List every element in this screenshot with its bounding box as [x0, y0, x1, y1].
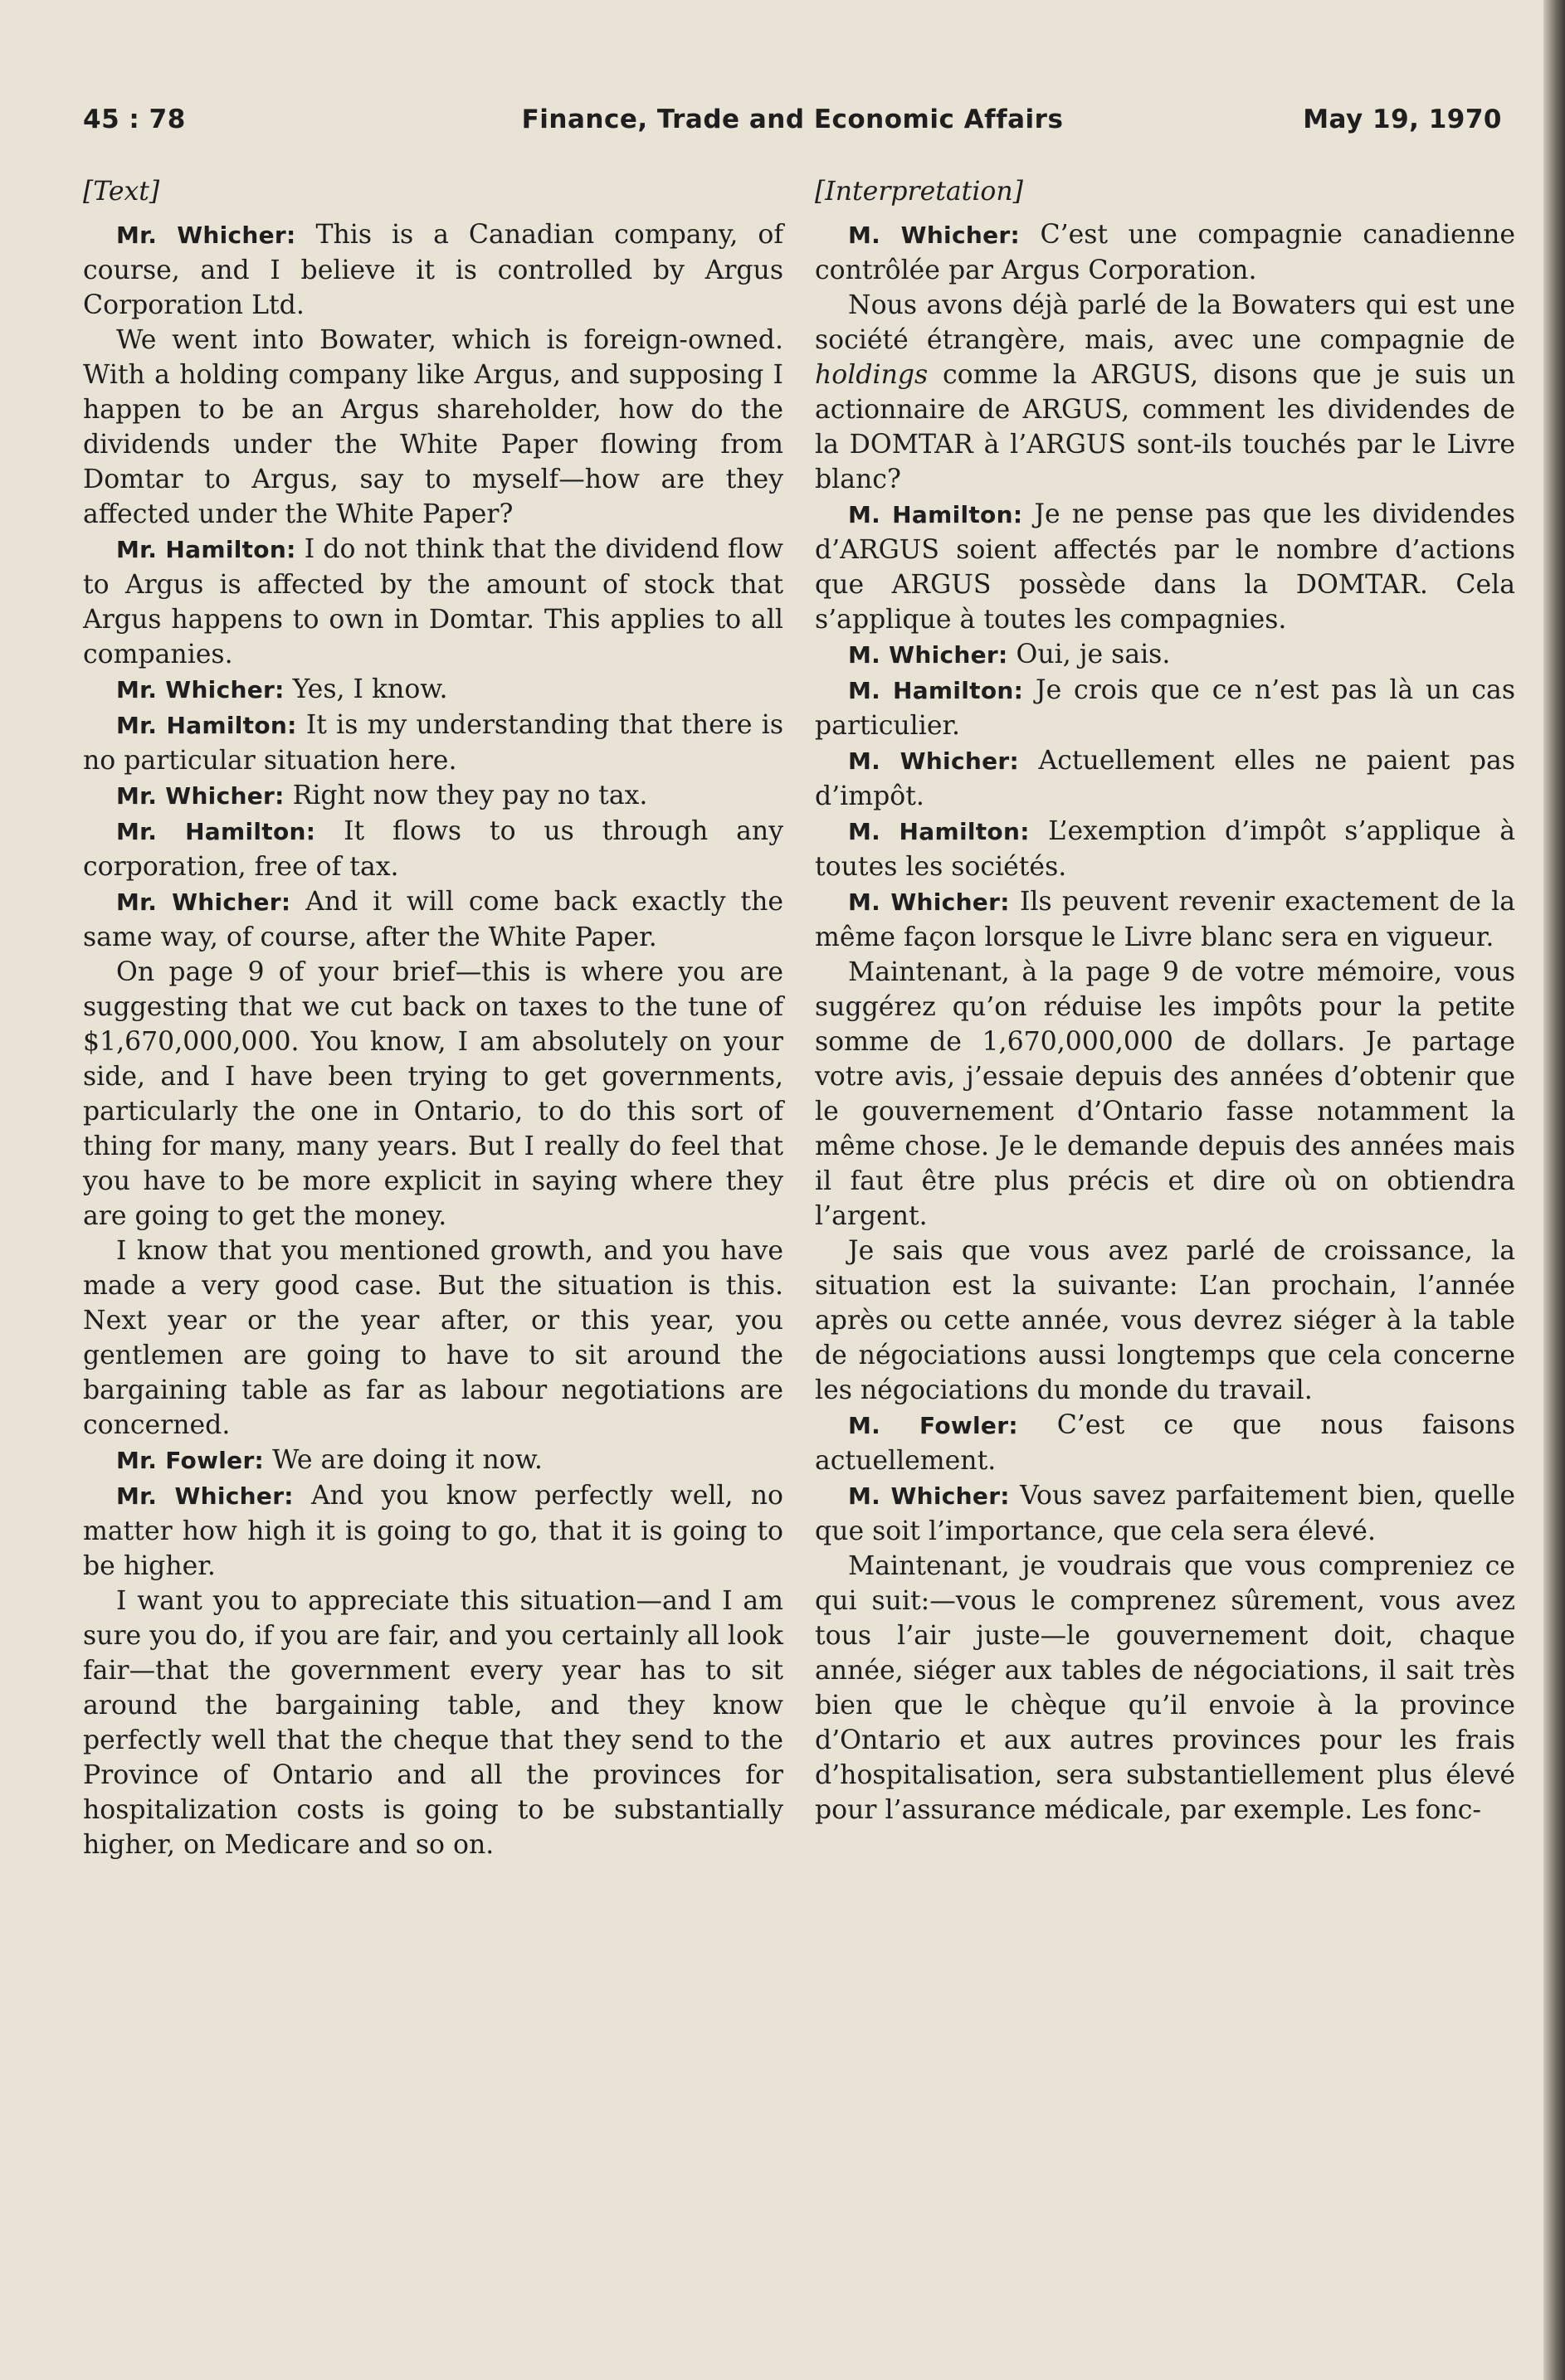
paragraph [83, 1478, 783, 1584]
paragraph: I want you to appreciate this situation—and I am sure you do, if you are fair, and you certainly all look fair—that the government every year has to sit around the bargaining table, and they know perfectly well that the cheque that they send to the Province of Ontario and all the provinces for hospitalization costs is going to be substantially higher, on Medicare and so on. [83, 1586, 783, 1860]
paragraph: Maintenant, à la page 9 de votre mémoire, vous suggérez qu’on réduise les impôts pour la petite somme de 1,670,000,000 de dollars. Je partage votre avis, j’essaie depuis des années d’obtenir que le gouvernement d’Ontario fasse notamment la même chose. Je le demande depuis des années mais il faut être plus précis et dire où on obtiendra l’argent. [815, 957, 1515, 1231]
paragraph [83, 884, 783, 955]
speech-text: Yes, I know. [292, 674, 448, 704]
paragraph [83, 778, 783, 814]
speech-text: And it will come back exactly the same way, of course, after the White Paper. [83, 887, 784, 952]
speech-text: This is a Canadian company, of course, and I believe it is controlled by Argus Corporation Ltd. [83, 220, 783, 320]
page-header [83, 105, 1502, 146]
paragraph [815, 1478, 1515, 1549]
paragraph [815, 497, 1515, 637]
paragraph: I know that you mentioned growth, and you have made a very good case. But the situation is this. Next year or the year after, or this year, you gentlemen are going to have to sit around the bargaining table as far as labour negotiations are concerned. [83, 1236, 783, 1440]
paragraph [83, 708, 783, 778]
paragraph [83, 217, 783, 323]
page-date: May 19, 1970 [1303, 105, 1502, 134]
speech-text: I do not think that the dividend flow to Argus is affected by the amount of stock that Argus happens to own in Domtar. This applies to all companies. [83, 534, 783, 669]
english-text-column [83, 174, 783, 1862]
paragraph [83, 1443, 783, 1478]
speech-text: L’exemption d’impôt s’applique à toutes les sociétés. [815, 816, 1516, 882]
paragraph: We went into Bowater, which is foreign-owned. With a holding company like Argus, and supposing I happen to be an Argus shareholder, how do the dividends under the White Paper flowing from Domtar to Argus, say to myself—how are they affected under the White Paper? [83, 325, 783, 529]
emphasized-term: holdings [815, 360, 929, 390]
speech-text: Oui, je sais. [1016, 640, 1171, 669]
paragraph [815, 1408, 1515, 1478]
speech-text: comme la ARGUS, disons que je suis un actionnaire de ARGUS, comment les dividendes de la DOMTAR à l’ARGUS sont-ils touchés par le Livre blanc? [815, 360, 1515, 494]
speaker-name: M. Hamilton: [848, 501, 1023, 528]
speaker-name: M. Hamilton: [848, 818, 1030, 845]
speech-text: C’est une compagnie canadienne contrôlée par Argus Corporation. [815, 220, 1516, 285]
speech-text: Actuellement elles ne paient pas d’impôt. [815, 746, 1515, 811]
speaker-name: Mr. Whicher: [116, 221, 296, 249]
paragraph [83, 814, 783, 884]
paragraph [815, 637, 1515, 673]
paragraph: Maintenant, je voudrais que vous compreniez ce qui suit:—vous le comprenez sûrement, vous avez tous l’air juste—le gouvernement doit, chaque année, siéger aux tables de négociations, il sait très bien que le chèque qu’il envoie à la province d’Ontario et aux autres provinces pour les frais d’hospitalisation, sera substantiellement plus élevé pour l’assurance médicale, par exemple. Les fonc- [815, 1551, 1515, 1825]
speaker-name: M. Hamilton: [848, 677, 1024, 704]
speaker-name: M. Whicher: [848, 221, 1020, 249]
speaker-name: M. Whicher: [848, 641, 1008, 669]
page-binding-edge [1543, 0, 1565, 2380]
paragraph: On page 9 of your brief—this is where you are suggesting that we cut back on taxes to the tune of $1,670,000,000. You know, I am absolutely on your side, and I have been trying to get governments, particularly the one in Ontario, to do this sort of thing for many, many years. But I really do feel that you have to be more explicit in saying where they are going to get the money. [83, 957, 783, 1231]
speaker-name: Mr. Whicher: [116, 1482, 294, 1510]
paragraph [815, 673, 1515, 743]
speaker-name: Mr. Fowler: [116, 1447, 265, 1474]
speech-text: C’est ce que nous faisons actuellement. [815, 1410, 1516, 1476]
speech-text: It is my understanding that there is no particular situation here. [83, 710, 784, 776]
speaker-name: M. Whicher: [848, 747, 1019, 775]
speech-text: And you know perfectly well, no matter how high it is going to go, that it is going to be higher. [83, 1481, 784, 1581]
column-label: [Interpretation] [815, 177, 1023, 207]
paragraph [815, 814, 1515, 884]
publication-title: Finance, Trade and Economic Affairs [521, 105, 1064, 134]
paragraph [815, 217, 1515, 288]
speaker-name: Mr. Whicher: [116, 676, 285, 703]
paragraph: Je sais que vous avez parlé de croissance, la situation est la suivante: L’an prochain, l’année après ou cette année, vous devrez siéger à la table de négociations aussi longtemps que cela concerne les négociations du monde du travail. [815, 1236, 1515, 1405]
paragraph [83, 672, 783, 708]
speech-text: Right now they pay no tax. [292, 781, 648, 810]
speaker-name: M. Fowler: [848, 1412, 1018, 1439]
paragraph [815, 743, 1515, 814]
speech-text: We are doing it now. [272, 1445, 543, 1475]
paragraph [815, 884, 1515, 955]
speaker-name: Mr. Hamilton: [116, 712, 297, 739]
speaker-name: Mr. Whicher: [116, 782, 285, 810]
speech-text: Je ne pense pas que les dividendes d’ARGUS soient affectés par le nombre d’actions que ARGUS possède dans la DOMTAR. Cela s’applique à toutes les compagnies. [815, 499, 1515, 635]
speaker-name: M. Whicher: [848, 888, 1010, 916]
speech-text: Ils peuvent revenir exactement de la même façon lorsque le Livre blanc sera en vigueur. [815, 887, 1516, 952]
page-number: 45 : 78 [83, 105, 186, 134]
speaker-name: M. Whicher: [848, 1482, 1010, 1510]
speech-text: It flows to us through any corporation, free of tax. [83, 816, 784, 882]
french-text-column [815, 174, 1515, 1828]
speech-text: Je crois que ce n’est pas là un cas particulier. [815, 675, 1515, 741]
column-label: [Text] [83, 177, 160, 207]
speaker-name: Mr. Hamilton: [116, 818, 316, 845]
paragraph [83, 532, 783, 672]
speaker-name: Mr. Hamilton: [116, 536, 296, 563]
paragraph [815, 288, 1515, 497]
speech-text: Vous savez parfaitement bien, quelle que soit l’importance, que cela sera élevé. [815, 1481, 1515, 1546]
speech-text: Nous avons déjà parlé de la Bowaters qui est une société étrangère, mais, avec une compagnie de [815, 290, 1515, 355]
speaker-name: Mr. Whicher: [116, 888, 291, 916]
